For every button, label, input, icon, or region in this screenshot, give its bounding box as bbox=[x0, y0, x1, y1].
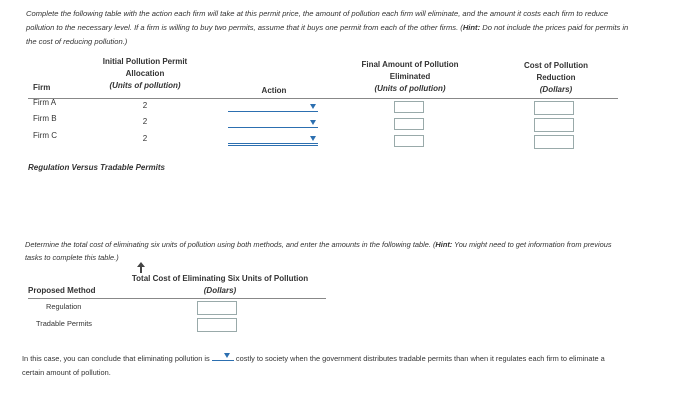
header-proposed-method: Proposed Method bbox=[28, 286, 96, 295]
hint-label: Hint: bbox=[462, 23, 481, 32]
instructions-paragraph bbox=[26, 7, 636, 49]
header-final-eliminated: Final Amount of Pollution Eliminated (Units of pollution) bbox=[361, 60, 459, 93]
firm-c-cost-input[interactable] bbox=[534, 135, 574, 149]
firm-c-allocation: 2 bbox=[142, 134, 148, 143]
header-initial-allocation: Initial Pollution Permit Allocation (Units of pollution) bbox=[102, 57, 188, 90]
firm-c-action-dropdown[interactable] bbox=[228, 134, 318, 144]
firm-a-allocation: 2 bbox=[142, 101, 148, 110]
firm-a-cost-input[interactable] bbox=[534, 101, 574, 115]
firm-a-eliminated-input[interactable] bbox=[394, 101, 424, 113]
firm-b-action-dropdown[interactable] bbox=[228, 118, 318, 128]
instructions-hint-text: Do not include the prices paid for permits in the cost of reducing pollution.) bbox=[26, 23, 629, 46]
caret-down-icon bbox=[224, 353, 230, 358]
firm-c-label: Firm C bbox=[33, 131, 57, 140]
header-firm: Firm bbox=[33, 83, 51, 92]
instructions-text: Complete the following table with the action each firm will take at this permit price, the amount of pollution each firm will eliminate, and the amount it costs each firm to reduce pollution to the necessary level. If a firm is willing to buy two permits, assume that it buys one permit from each of the other firms. ( bbox=[26, 9, 609, 32]
conclusion-text-2: costly to society when the government distributes tradable permits than when it regulates each firm to eliminate a certain amount of pollution. bbox=[22, 354, 605, 377]
hint-label: Hint: bbox=[435, 240, 453, 249]
firm-a-label: Firm A bbox=[33, 98, 57, 107]
caret-down-icon bbox=[310, 120, 316, 125]
header-cost-reduction: Cost of Pollution Reduction (Dollars) bbox=[524, 61, 588, 94]
section-title: Regulation Versus Tradable Permits bbox=[28, 163, 165, 172]
header-total-cost: Total Cost of Eliminating Six Units of Pollution (Dollars) bbox=[131, 274, 309, 295]
table1-header-rule bbox=[28, 98, 618, 99]
firm-b-eliminated-input[interactable] bbox=[394, 118, 424, 130]
firm-b-allocation: 2 bbox=[142, 117, 148, 126]
section2-instructions: Determine the total cost of eliminating six units of pollution using both methods, and enter the amounts in the following table. (Hint: You might need to get information from previous tasks to complete this table.) bbox=[25, 240, 612, 262]
firm-c-eliminated-input[interactable] bbox=[394, 135, 424, 147]
conclusion-paragraph bbox=[22, 352, 622, 380]
firm-a-action-dropdown[interactable] bbox=[228, 102, 318, 112]
dropdown-underline bbox=[228, 145, 318, 146]
caret-down-icon bbox=[310, 104, 316, 109]
conclusion-dropdown[interactable] bbox=[212, 352, 234, 361]
caret-down-icon bbox=[310, 136, 316, 141]
method-regulation-label: Regulation bbox=[46, 302, 82, 311]
regulation-cost-input[interactable] bbox=[197, 301, 237, 315]
table2-header-rule bbox=[28, 298, 326, 299]
header-action: Action bbox=[261, 86, 287, 95]
firm-b-cost-input[interactable] bbox=[534, 118, 574, 132]
method-tradable-label: Tradable Permits bbox=[36, 319, 92, 328]
conclusion-text-1: In this case, you can conclude that eliminating pollution is bbox=[22, 354, 210, 363]
firm-b-label: Firm B bbox=[33, 114, 57, 123]
tradable-cost-input[interactable] bbox=[197, 318, 237, 332]
